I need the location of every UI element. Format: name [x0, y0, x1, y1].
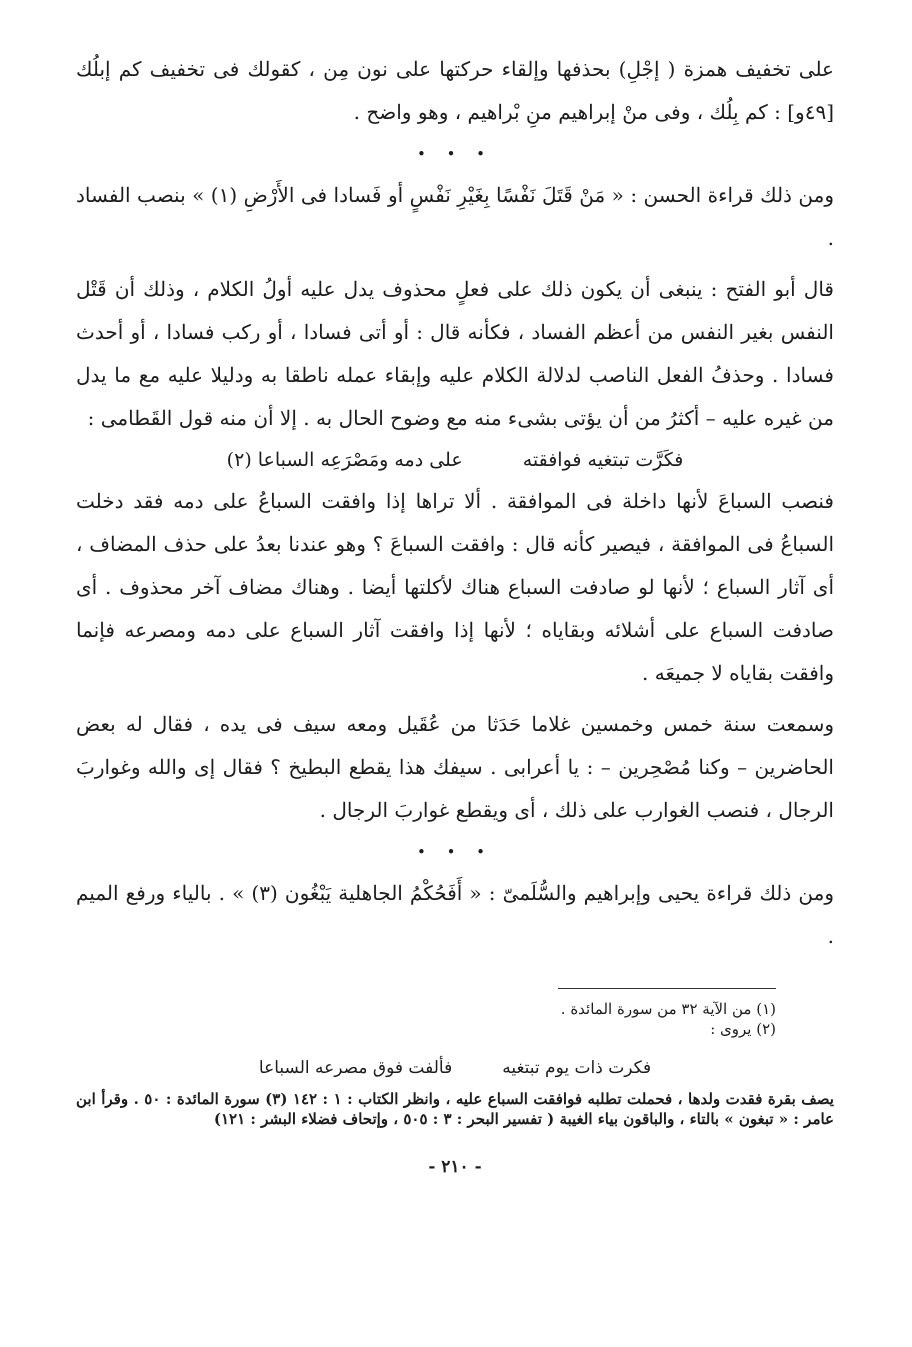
- paragraph-yahya-reading: ومن ذلك قراءة يحيى وإبراهيم والسُّلَمىّ : « أَفَحُكْمُ الجاهلية يَبْغُون (٣) » . بالياء ورفع الميم .: [76, 881, 834, 948]
- poetry-verse: [76, 440, 834, 480]
- page-number: - ٢١٠ -: [428, 1157, 482, 1177]
- verse-second-hemistich: على دمه ومَصْرَعِه السباعا (٢): [226, 449, 463, 471]
- paragraph-sibaa-explanation: فنصب السباعَ لأنها داخلة فى الموافقة . ألا تراها إذا وافقت السباعُ على دمه فقد دخلت السباعُ فى الموافقة ، فيصير كأنه قال : وافقت السباعَ ؟ وهو عندنا بعدُ على حذف المضاف ، أى آثار السباع ؛ لأنها لو صادفت السباع هناك لأكلتها أيضا . وهناك مضاف آخر محذوف . أى صادفت السباع على أشلائه وبقاياه ؛ لأنها إذا وافقت آثار السباع على دمه ومصرعه فإنما وافقت بقاياه لا جميعَه .: [76, 489, 835, 685]
- paragraph-hasan-reading: ومن ذلك قراءة الحسن : « مَنْ قَتَلَ نَفْسًا بِغَيْرِ نَفْسٍ أو فَسادا فى الأَرْضِ (١) » بنصب الفساد .: [76, 183, 834, 250]
- footnote-3: يصف بقرة فقدت ولدها ، فحملت تطلبه فوافقت السباع عليه ، وانظر الكتاب : ١ : ١٤٢ (٣) سورة المائدة : ٥٠ . وقرأ ابن عامر : « تبغون » بالتاء ، والباقون بياء الغيبة ( تفسير البحر : ٣ : ٥٠٥ ، وإتحاف فضلاء البشر : ١٢١): [76, 1090, 834, 1128]
- footnote-verse: [76, 1053, 834, 1083]
- section-separator: • • •: [416, 145, 494, 163]
- paragraph-abu-alfath-commentary: قال أبو الفتح : ينبغى أن يكون ذلك على فعلٍ محذوف يدل عليه أولُ الكلام ، وذلك أن قَتْل النفس بغير النفس من أعظم الفساد ، فكأنه قال : أو أتى فسادا ، أو ركب فسادا ، أو أحدث فسادا . وحذفُ الفعل الناصب لدلالة الكلام عليه وإبقاء عمله ناطقا به ودليلا عليه مع ما يدل من غيره عليه – أكثرُ من أن يؤتى بشىء منه مع وضوح الحال به . إلا أن منه قول القَطامى :: [76, 277, 834, 430]
- section-separator: • • •: [416, 843, 494, 861]
- verse-first-hemistich: فكَرَّت تبتغيه فوافقته: [522, 449, 684, 471]
- paragraph-hamza-lightening: على تخفيف همزة ( إجْلِ) بحذفها وإلقاء حركتها على نون مِن ، كقولك فى تخفيف كم إبلُك [٤٩و] : كم بِلُك ، وفى منْ إبراهيم منِ بْراهيم ، وهو واضح .: [76, 57, 834, 124]
- footnote-1: (١) من الآية ٣٢ من سورة المائدة .: [560, 1000, 776, 1018]
- footnote-verse-first-hemistich: فكرت ذات يوم تبتغيه: [502, 1058, 652, 1078]
- paragraph-bedouin-anecdote: وسمعت سنة خمس وخمسين غلاما حَدَثا من عُقَيل ومعه سيف فى يده ، فقال له بعض الحاضرين – وكنا مُصْحِرين – : يا أعرابى . سيفك هذا يقطع البطيخ ؟ فقال إى والله وغواربَ الرجال ، فنصب الغوارب على ذلك ، أى ويقطع غواربَ الرجال .: [76, 712, 834, 822]
- footnote-2: (٢) يروى :: [710, 1020, 776, 1038]
- footnote-verse-second-hemistich: فألفت فوق مصرعه السباعا: [258, 1058, 453, 1078]
